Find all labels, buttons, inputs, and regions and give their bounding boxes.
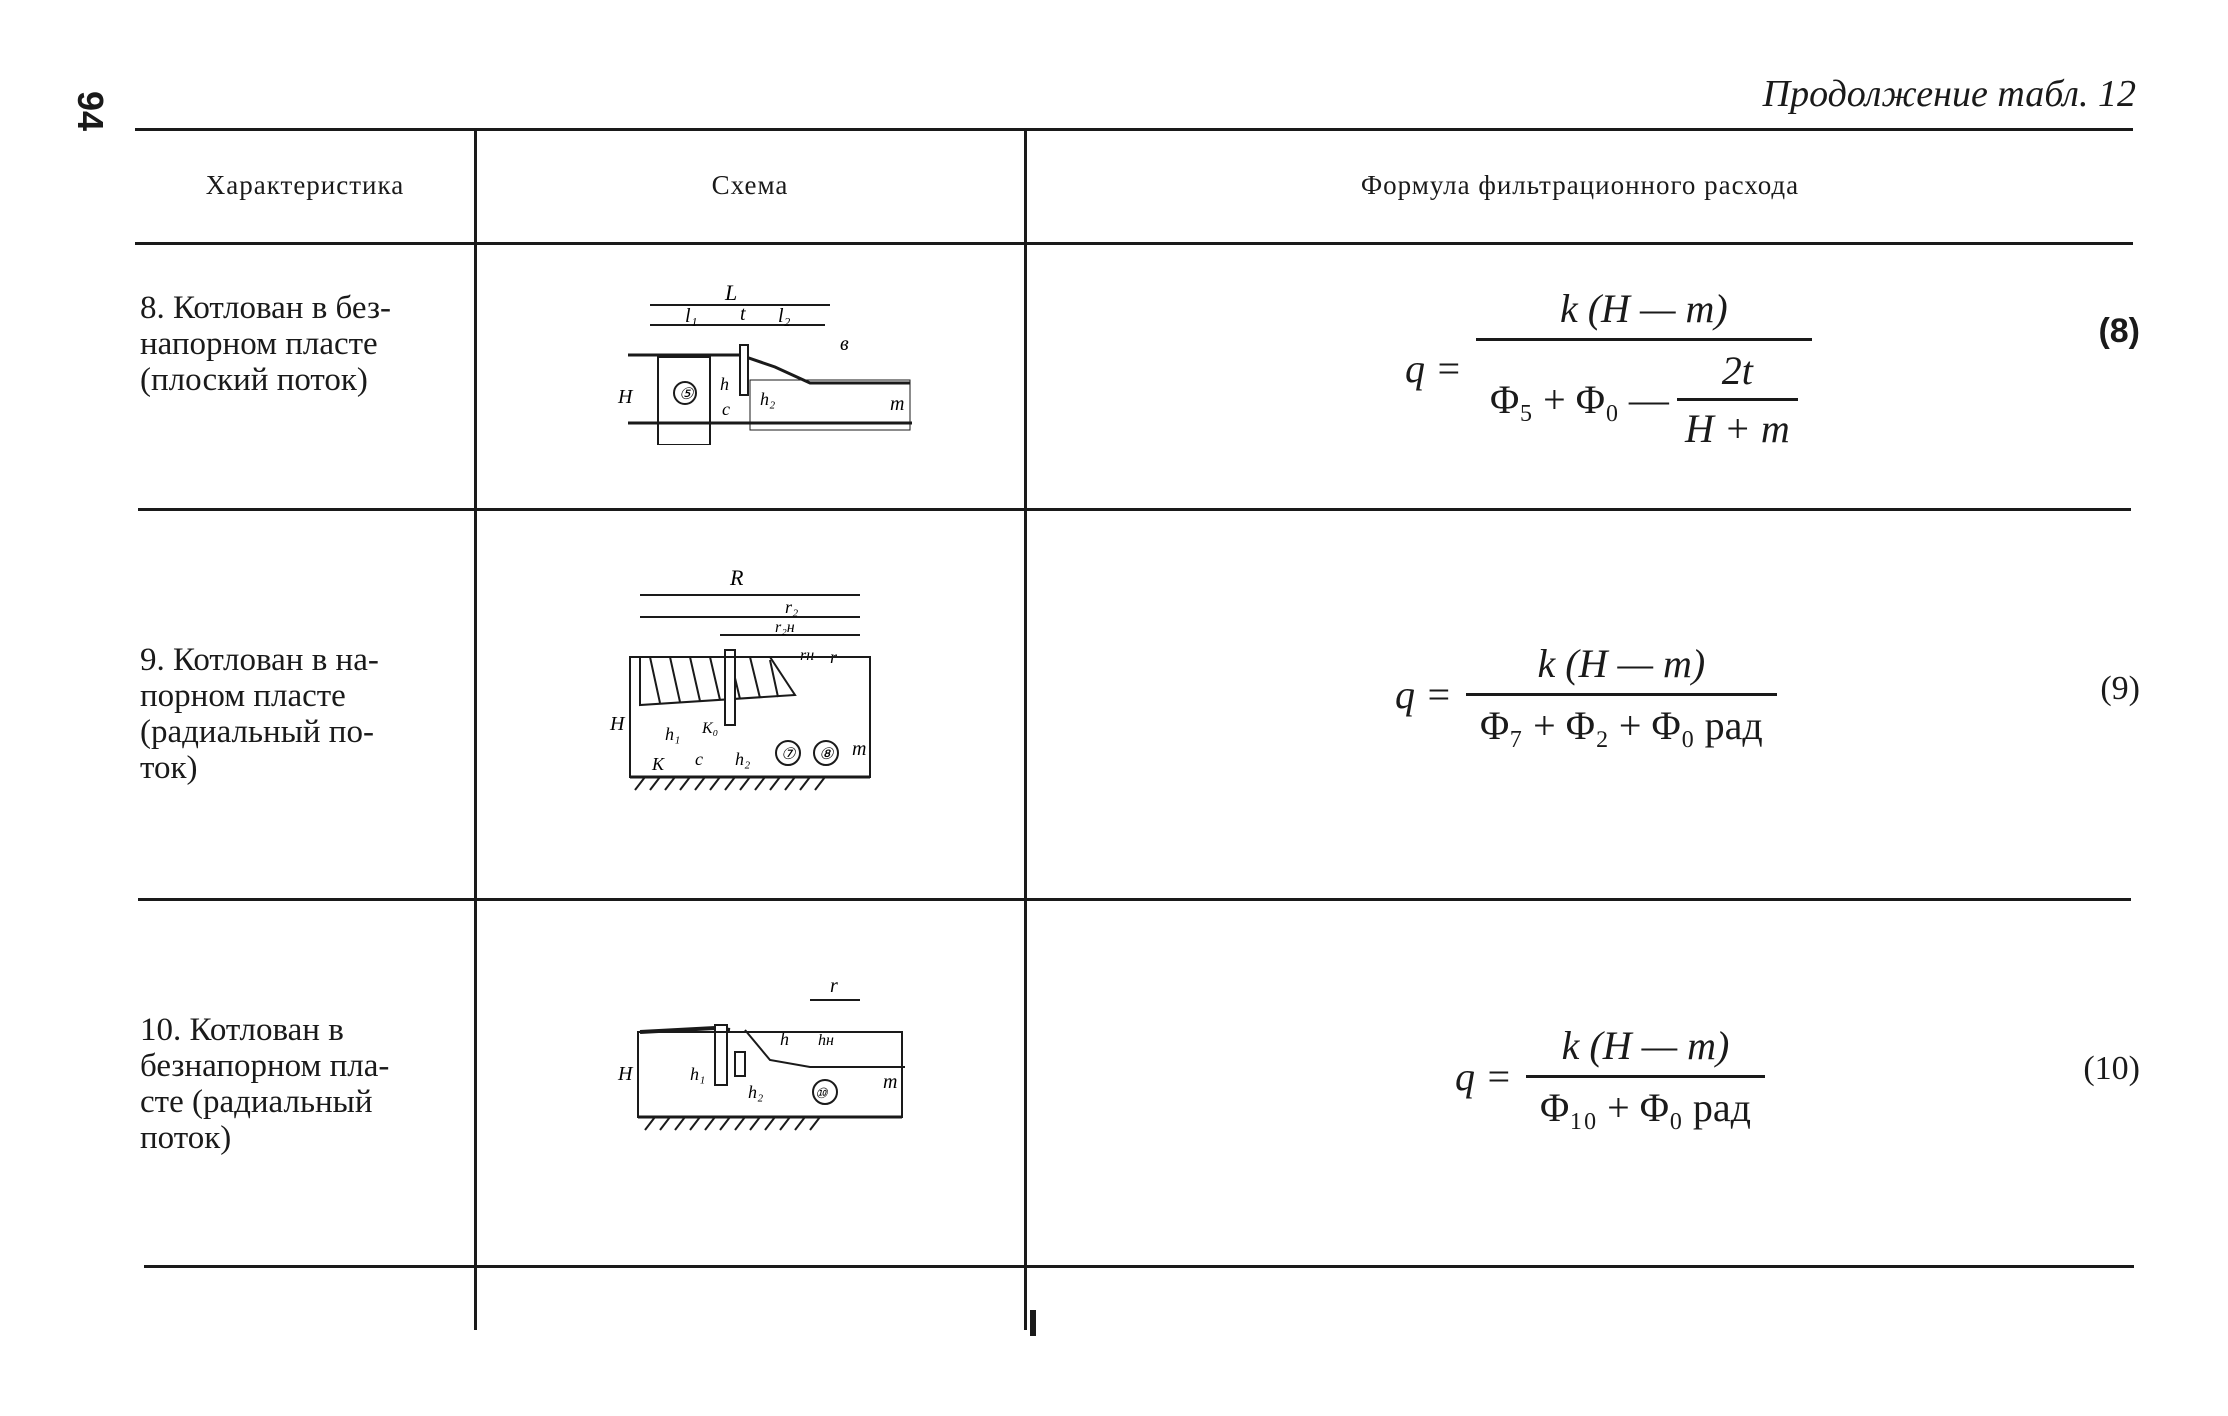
label-h: h [780,1029,789,1049]
label-m: m [890,393,905,415]
row-10-equation-number: (10) [2083,1050,2140,1087]
row-9-bottom-rule [138,898,2131,901]
row-9-equation-number: (9) [2100,670,2140,707]
label-zone-7: ⑦ [781,746,796,763]
formula-8-numerator: k (H — m) [1559,286,1728,331]
row-8-formula [1405,285,1812,452]
page-number: 94 [70,90,112,132]
row-10-formula [1455,1022,1765,1131]
formula-9-fraction [1466,640,1777,749]
row-10-characteristic: 10. Котлован в безнапорном пла- сте (радиальный поток) [140,1012,390,1156]
label-H: H [618,386,633,408]
label-L: L [725,280,738,305]
header-bottom-rule [135,242,2133,245]
row-9-scheme-diagram [590,555,910,815]
label-hn: hн [818,1032,834,1049]
row-9-characteristic: 9. Котлован в на- порном пласте (радиальный по- ток) [140,642,379,786]
row-10-scheme-diagram [600,970,920,1170]
table-continuation-caption: Продолжение табл. 12 [1762,73,2136,115]
formula-10-denominator: Φ₁₀ + Φ₀ рад [1526,1075,1765,1131]
formula-8-inner-den: H + m [1677,398,1798,452]
header-formula: Формула фильтрационного расхода [1360,170,1800,200]
label-K: K [652,754,665,774]
label-c: c [722,399,730,419]
table-top-rule [135,128,2133,131]
formula-10-numerator: k (H — m) [1561,1023,1730,1068]
label-H: H [618,1063,633,1085]
formula-9-denominator: Φ₇ + Φ₂ + Φ₀ рад [1466,693,1777,749]
label-l1: l₁ [685,305,698,327]
label-rn: rн [800,647,815,664]
formula-8-inner-fraction [1677,347,1798,452]
row-8-characteristic: 8. Котлован в без- напорном пласте (плоский поток) [140,290,391,398]
label-r: r [830,647,838,667]
label-m: m [883,1071,898,1093]
label-m: m [852,738,867,760]
formula-8-inner-num: 2t [1721,348,1753,393]
header-scheme: Схема [711,170,789,200]
formula-8-fraction [1476,285,1812,452]
label-K0: K₀ [702,720,719,737]
label-h1: h₁ [665,724,681,744]
label-zone-5: ⑤ [679,386,694,403]
formula-9-lhs: q = [1395,672,1452,717]
label-h: h [720,374,729,394]
row-8-equation-number: (8) [2098,312,2140,350]
label-h1: h₁ [690,1064,706,1084]
row-8-scheme-diagram [600,275,920,445]
label-R: R [730,565,744,590]
label-t: t [740,303,746,325]
column-divider-1 [474,130,477,1330]
label-zone-10: ⑩ [815,1087,828,1102]
column-divider-2 [1024,130,1027,1330]
row-9-formula [1395,640,1777,749]
label-r: r [830,975,838,997]
formula-10-fraction [1526,1022,1765,1131]
formula-9-numerator: k (H — m) [1537,641,1706,686]
label-b: в [840,333,849,355]
label-r2n: r₂н [775,619,795,636]
label-h2: h₂ [735,749,751,769]
label-r2: r₂ [785,597,799,617]
label-h2: h₂ [760,389,776,409]
formula-10-lhs: q = [1455,1054,1512,1099]
label-h2: h₂ [748,1082,764,1102]
label-l2: l₂ [778,305,791,327]
label-H: H [610,713,625,735]
label-zone-8: ⑧ [819,746,834,763]
label-c: c [695,749,703,769]
formula-8-lhs: q = [1405,346,1462,391]
header-characteristic: Характеристика [205,170,405,200]
formula-8-denominator [1476,338,1812,452]
row-8-bottom-rule [138,508,2131,511]
column-divider-2-tail [1030,1310,1036,1336]
table-bottom-rule [144,1265,2134,1268]
formula-8-den-a: Φ₅ + Φ₀ — [1490,377,1669,422]
